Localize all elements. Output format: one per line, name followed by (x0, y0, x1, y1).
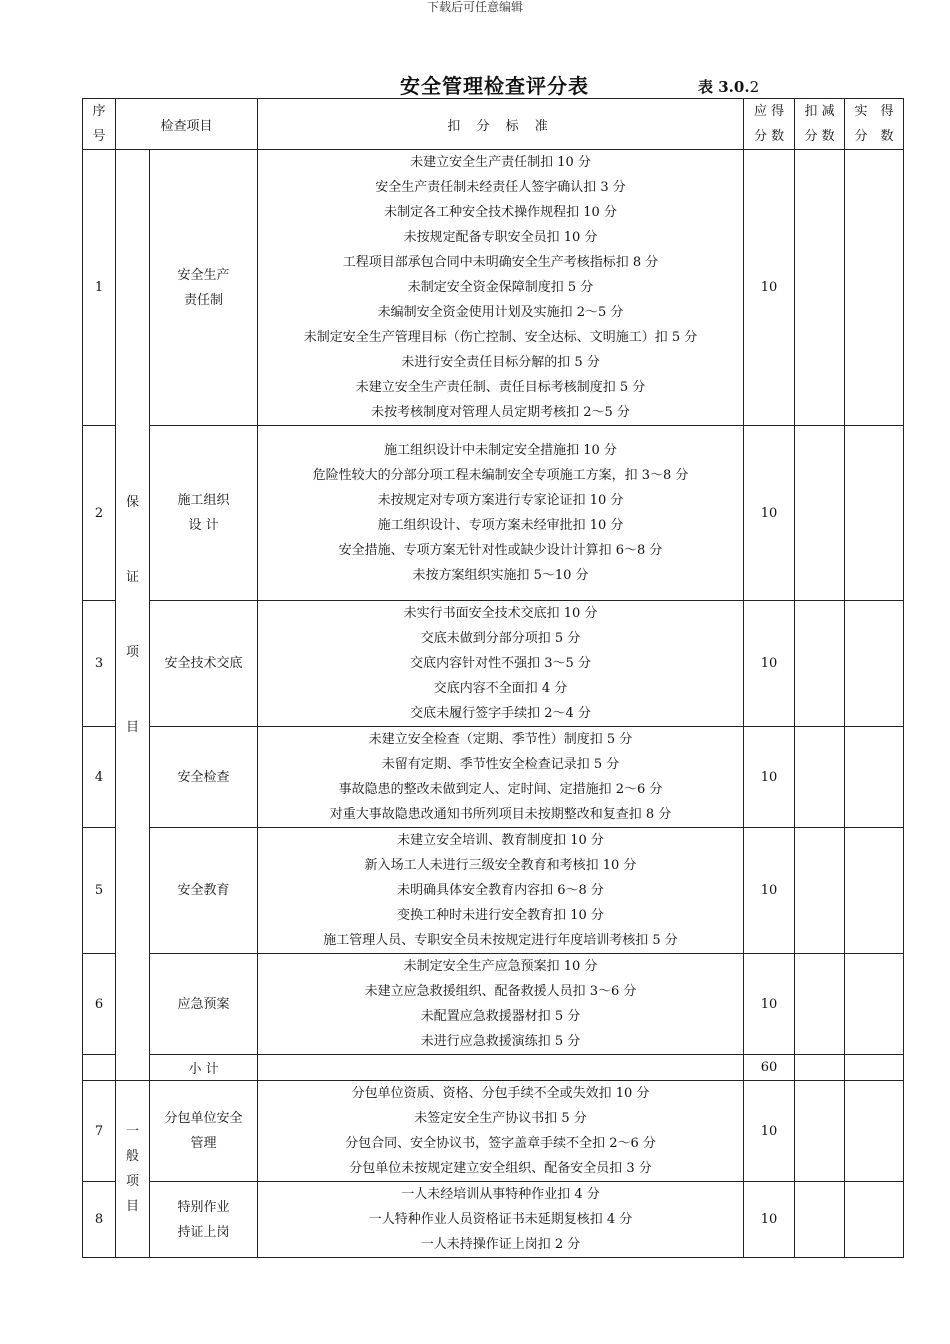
document-title: 安全管理检查评分表 (400, 74, 589, 98)
row-actual-score (845, 426, 904, 601)
row-actual-score (845, 727, 904, 828)
table-row (83, 727, 904, 828)
row-criteria: 施工组织设计中未制定安全措施扣 10 分 危险性较大的分部分项工程未编制安全专项施工方案，扣 3～8 分 未按规定对专项方案进行专家论证扣 10 分 施工组织设计、专项方案未经审批扣 10 分 安全措施、专项方案无针对性或缺少设计计算扣 6～8 分 未按方案组织实施扣 5～10 分 (258, 426, 744, 601)
subtotal-seq (83, 1055, 116, 1081)
table-number-suffix: 2 (749, 78, 760, 96)
subtotal-deduct (795, 1055, 845, 1081)
row-criteria: 未制定安全生产应急预案扣 10 分 未建立应急救援组织、配备救援人员扣 3～6 分 未配置应急救援器材扣 5 分 未进行应急救援演练扣 5 分 (258, 954, 744, 1055)
row-actual-score (845, 1182, 904, 1258)
row-seq: 5 (83, 828, 116, 954)
row-actual-score (845, 601, 904, 727)
header-item: 检查项目 (116, 99, 258, 150)
table-number-prefix: 表 (698, 78, 719, 96)
row-criteria: 未建立安全培训、教育制度扣 10 分 新入场工人未进行三级安全教育和考核扣 10 分 未明确具体安全教育内容扣 6～8 分 变换工种时未进行安全教育扣 10 分 施工管理人员、专职安全员未按规定进行年度培训考核扣 5 分 (258, 828, 744, 954)
row-criteria: 未实行书面安全技术交底扣 10 分 交底未做到分部分项扣 5 分 交底内容针对性不强扣 3～5 分 交底内容不全面扣 4 分 交底未履行签字手续扣 2～4 分 (258, 601, 744, 727)
row-due-score: 10 (744, 954, 795, 1055)
row-criteria: 未建立安全检查（定期、季节性）制度扣 5 分 未留有定期、季节性安全检查记录扣 5 分 事故隐患的整改未做到定人、定时间、定措施扣 2～6 分 对重大事故隐患改通知书所列项目未按期整改和复查扣 8 分 (258, 727, 744, 828)
subtotal-score: 60 (744, 1055, 795, 1081)
row-seq: 8 (83, 1182, 116, 1258)
subtotal-actual (845, 1055, 904, 1081)
row-deduct-score (795, 150, 845, 426)
row-seq: 3 (83, 601, 116, 727)
score-table (82, 98, 904, 1258)
header-due-score: 应 得 分 数 (744, 99, 795, 150)
row-criteria: 一人未经培训从事特种作业扣 4 分 一人特种作业人员资格证书未延期复核扣 4 分 一人未持操作证上岗扣 2 分 (258, 1182, 744, 1258)
header-seq: 序 号 (83, 99, 116, 150)
table-row (83, 150, 904, 426)
row-item-name: 特别作业 持证上岗 (150, 1182, 258, 1258)
row-seq: 4 (83, 727, 116, 828)
row-deduct-score (795, 426, 845, 601)
row-actual-score (845, 954, 904, 1055)
subtotal-row (83, 1055, 904, 1081)
row-deduct-score (795, 828, 845, 954)
category-guarantee: 保 证 项 目 (116, 150, 150, 1081)
row-item-name: 施工组织 设 计 (150, 426, 258, 601)
table-row (83, 601, 904, 727)
subtotal-label: 小 计 (150, 1055, 258, 1081)
row-seq: 6 (83, 954, 116, 1055)
table-number-main: 3.0. (718, 78, 750, 96)
row-seq: 1 (83, 150, 116, 426)
row-item-name: 分包单位安全 管理 (150, 1081, 258, 1182)
row-deduct-score (795, 1081, 845, 1182)
row-due-score: 10 (744, 601, 795, 727)
row-item-name: 安全生产 责任制 (150, 150, 258, 426)
row-deduct-score (795, 954, 845, 1055)
table-row (83, 426, 904, 601)
row-due-score: 10 (744, 828, 795, 954)
row-due-score: 10 (744, 150, 795, 426)
row-deduct-score (795, 601, 845, 727)
table-number (698, 76, 759, 97)
header-row (83, 99, 904, 150)
header-criteria: 扣 分 标 准 (258, 99, 744, 150)
table-row (83, 828, 904, 954)
row-due-score: 10 (744, 426, 795, 601)
row-deduct-score (795, 727, 845, 828)
category-general: 一 般 项 目 (116, 1081, 150, 1258)
row-actual-score (845, 150, 904, 426)
row-item-name: 安全技术交底 (150, 601, 258, 727)
row-due-score: 10 (744, 1081, 795, 1182)
header-deduct-score: 扣 减 分 数 (795, 99, 845, 150)
row-item-name: 安全检查 (150, 727, 258, 828)
row-item-name: 安全教育 (150, 828, 258, 954)
row-due-score: 10 (744, 727, 795, 828)
row-seq: 7 (83, 1081, 116, 1182)
row-seq: 2 (83, 426, 116, 601)
row-deduct-score (795, 1182, 845, 1258)
row-due-score: 10 (744, 1182, 795, 1258)
table-row (83, 1182, 904, 1258)
table-row (83, 1081, 904, 1182)
row-criteria: 未建立安全生产责任制扣 10 分 安全生产责任制未经责任人签字确认扣 3 分 未制定各工种安全技术操作规程扣 10 分 未按规定配备专职安全员扣 10 分 工程项目部承包合同中未明确安全生产考核指标扣 8 分 未制定安全资金保障制度扣 5 分 未编制安全资金使用计划及实施扣 2～5 分 未制定安全生产管理目标（伤亡控制、安全达标、文明施工）扣 5 分 未进行安全责任目标分解的扣 5 分 未建立安全生产责任制、责任目标考核制度扣 5 分 未按考核制度对管理人员定期考核扣 2～5 分 (258, 150, 744, 426)
row-actual-score (845, 1081, 904, 1182)
subtotal-criteria (258, 1055, 744, 1081)
row-item-name: 应急预案 (150, 954, 258, 1055)
header-actual-score: 实 得 分 数 (845, 99, 904, 150)
row-criteria: 分包单位资质、资格、分包手续不全或失效扣 10 分 未签定安全生产协议书扣 5 分 分包合同、安全协议书，签字盖章手续不全扣 2～6 分 分包单位未按规定建立安全组织、配备安全员扣 3 分 (258, 1081, 744, 1182)
table-row (83, 954, 904, 1055)
row-actual-score (845, 828, 904, 954)
page-header-note: 下载后可任意编辑 (426, 0, 523, 14)
